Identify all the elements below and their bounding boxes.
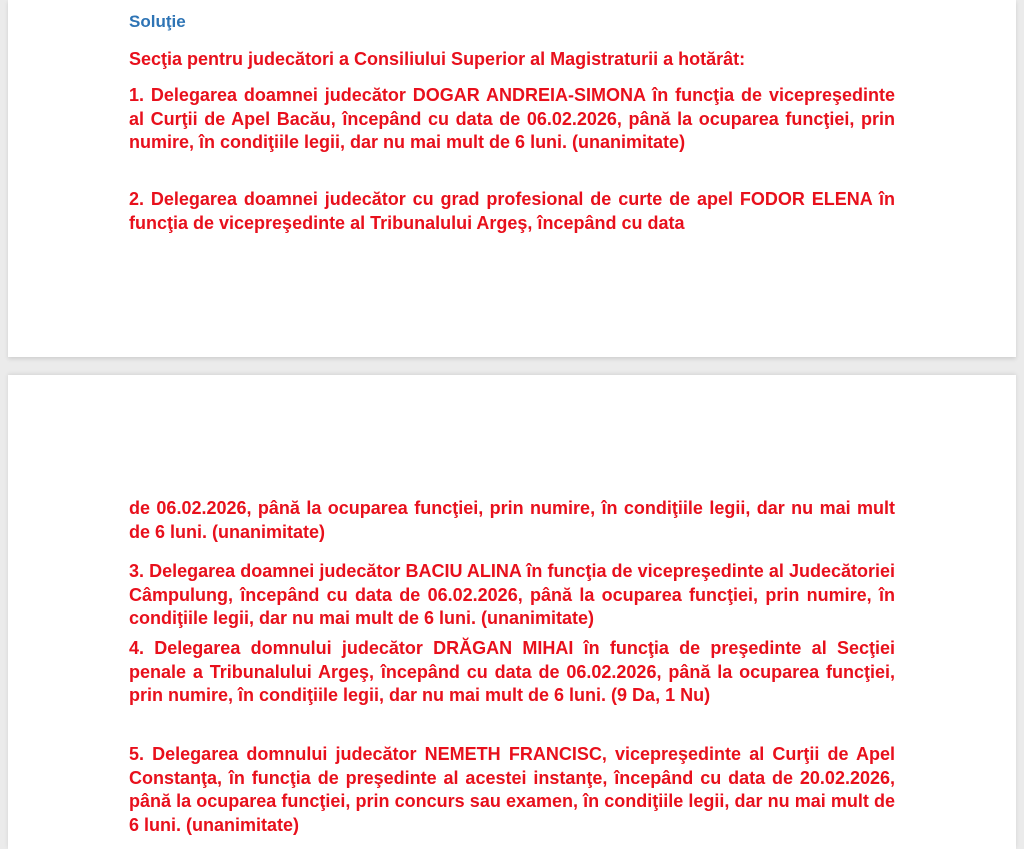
decision-intro: Secţia pentru judecători a Consiliului Superior al Magistraturii a hotărât: bbox=[129, 49, 746, 69]
decision-item-2-end: de 06.02.2026, până la ocuparea funcţiei, prin numire, în condiţiile legii, dar nu mai mult de 6 luni. (unanimitate) bbox=[129, 498, 895, 542]
decision-item-2-start: 2. Delegarea doamnei judecător cu grad profesional de curte de apel FODOR ELENA în funcţia de vicepreşedinte al Tribunalului Argeş, începând cu data bbox=[129, 189, 895, 233]
section-heading: Soluţie bbox=[129, 12, 186, 31]
document-page-1 bbox=[8, 0, 1016, 357]
decision-item-5: 5. Delegarea domnului judecător NEMETH FRANCISC, vicepreşedinte al Curţii de Apel Constanţa, în funcţia de preşedinte al acestei instanţe, începând cu data de 20.02.2026, până la ocuparea funcţiei, prin concurs sau examen, în condiţiile legii, dar nu mai mult de 6 luni. (unanimitate) bbox=[129, 744, 895, 835]
decision-item-4: 4. Delegarea domnului judecător DRĂGAN MIHAI în funcţia de preşedinte al Secţiei penale a Tribunalului Argeş, începând cu data de 06.02.2026, până la ocuparea funcţiei, prin numire, în condiţiile legii, dar nu mai mult de 6 luni. (9 Da, 1 Nu) bbox=[129, 638, 895, 705]
decision-item-3: 3. Delegarea doamnei judecător BACIU ALINA în funcţia de vicepreşedinte al Judecătoriei Câmpulung, începând cu data de 06.02.2026, până la ocuparea funcţiei, prin numire, în condiţiile legii, dar nu mai mult de 6 luni. (unanimitate) bbox=[129, 561, 895, 628]
document-page-2 bbox=[8, 375, 1016, 849]
decision-item-1: 1. Delegarea doamnei judecător DOGAR ANDREIA-SIMONA în funcţia de vicepreşedinte al Curţii de Apel Bacău, începând cu data de 06.02.2026, până la ocuparea funcţiei, prin numire, în condiţiile legii, dar nu mai mult de 6 luni. (unanimitate) bbox=[129, 85, 895, 152]
